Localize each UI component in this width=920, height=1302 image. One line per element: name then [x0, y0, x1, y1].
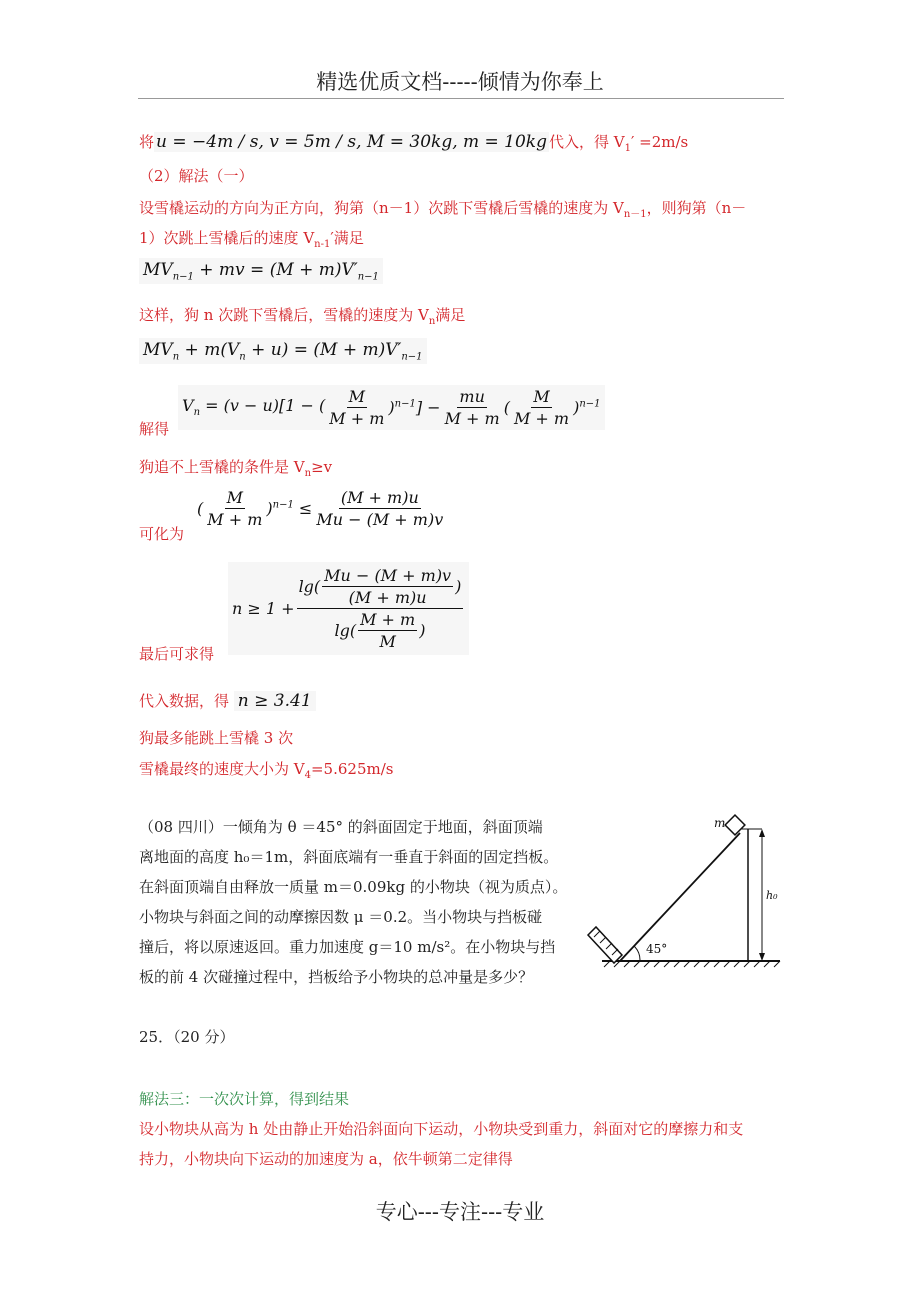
line-substitute-result: ′ =2m/s: [630, 133, 689, 151]
page-header: 精选优质文档-----倾情为你奉上: [316, 70, 604, 94]
equation-vn-solution: $V_n = (v - u)[1$ − ( $\frac{M}{M + m}$ )$^{n-1}$] − $\frac{mu}{M + m}$ ( $\frac{M}{M + m}$ )$^{n-1}$: [178, 385, 605, 430]
problem-line-6: 板的前 4 次碰撞过程中，挡板给予小物块的总冲量是多少？: [139, 968, 534, 986]
para-1-line-2-text: 1）次跳上雪橇后的速度 V: [139, 229, 315, 247]
para-1-line-1-tail: ，则狗第（n－: [646, 199, 747, 217]
answer-jumps: 狗最多能跳上雪橇 3 次: [139, 729, 294, 747]
v1-subscript: 1: [624, 143, 631, 154]
answer-velocity-subscript: 4: [304, 770, 311, 781]
angle-label: 45°: [646, 942, 668, 956]
height-arrow-bottom: [759, 953, 765, 961]
para-2-text: 这样，狗 n 次跳下雪橇后，雪橇的速度为 V: [139, 306, 429, 324]
method-title: （2）解法（一）: [139, 167, 254, 185]
para-1-line-2-tail: ′满足: [330, 229, 364, 247]
condition-subscript: n: [304, 468, 312, 479]
height-label: h₀: [766, 889, 778, 902]
equation-momentum-2: $MV_n + m(V_n + u) = (M + m)V'_{n-1}$: [139, 338, 427, 364]
para-1-line-2: [139, 227, 364, 250]
para-1-line-1-subscript: n－1: [623, 209, 647, 220]
para-1-line-1: [139, 197, 746, 220]
mass-label: m: [714, 816, 726, 830]
method-3-line-1: 设小物块从高为 h 处由静止开始沿斜面向下运动，小物块受到重力，斜面对它的摩擦力和支: [139, 1120, 744, 1138]
line-substitute-post: 代入，得 V: [549, 133, 625, 151]
mass-block: [725, 815, 745, 835]
question-25-label: 25．（20 分）: [139, 1028, 235, 1046]
answer-velocity-tail: =5.625m/s: [310, 760, 394, 778]
condition-line: [139, 456, 332, 479]
method-3-title: 解法三：一次次计算，得到结果: [139, 1090, 350, 1108]
given-values-formula: u = −4m / s, v = 5m / s, M = 30kg, m = 10kg: [156, 132, 547, 152]
incline-surface: [620, 833, 740, 961]
equation-n-bound: n ≥ 1 + lg( $\frac{Mu - (M + m)v}{(M + m)u}$ ) lg( $\frac{M + m}{M}$ ): [228, 562, 469, 655]
solve-label: 解得: [139, 420, 170, 438]
equation-momentum-1: $MV_{n-1}$ + mv = $(M + m)V'_{n-1}$: [139, 258, 383, 284]
subst-line: [139, 690, 316, 711]
incline-figure: [582, 805, 782, 975]
problem-line-2: 离地面的高度 h₀＝1m，斜面底端有一垂直于斜面的固定挡板。: [139, 848, 559, 866]
para-1-line-1-text: 设雪橇运动的方向为正方向，狗第（n－1）次跳下雪橇后雪橇的速度为 V: [139, 199, 624, 217]
convert-label: 可化为: [139, 525, 185, 543]
barrier-plate: [588, 927, 622, 963]
para-2-subscript: n: [428, 316, 436, 327]
line-substitute: [139, 131, 688, 154]
problem-line-4: 小物块与斜面之间的动摩擦因数 μ ＝0.2。当小物块与挡板碰: [139, 908, 543, 926]
finally-label: 最后可求得: [139, 645, 215, 663]
problem-line-1: （08 四川）一倾角为 θ ＝45° 的斜面固定于地面，斜面顶端: [139, 818, 543, 836]
subst-result: n ≥ 3.41: [234, 691, 316, 711]
page-footer: 专心---专注---专业: [375, 1200, 545, 1224]
para-2-tail: 满足: [435, 306, 466, 324]
line-substitute-prefix: 将: [139, 133, 155, 151]
method-3-line-2: 持力，小物块向下运动的加速度为 a，依牛顿第二定律得: [139, 1150, 513, 1168]
para-1-line-2-subscript: n-1: [314, 239, 331, 250]
angle-arc: [634, 946, 640, 961]
height-arrow-top: [759, 829, 765, 837]
equation-inequality: ( $\frac{M}{M + m}$ )$^{n-1}$ ≤ $\frac{(M + m)u}{Mu - (M + m)v}$: [197, 488, 444, 529]
problem-line-3: 在斜面顶端自由释放一质量 m＝0.09kg 的小物块（视为质点）。: [139, 878, 568, 896]
para-2: [139, 304, 465, 327]
answer-velocity: [139, 758, 393, 781]
problem-statement: [139, 812, 567, 992]
header-rule: [138, 98, 784, 99]
subst-label: 代入数据，得: [139, 692, 230, 710]
condition-tail: ≥v: [311, 458, 333, 476]
problem-line-5: 撞后，将以原速返回。重力加速度 g＝10 m/s²。在小物块与挡: [139, 938, 556, 956]
condition-text: 狗追不上雪橇的条件是 V: [139, 458, 305, 476]
answer-velocity-text: 雪橇最终的速度大小为 V: [139, 760, 305, 778]
